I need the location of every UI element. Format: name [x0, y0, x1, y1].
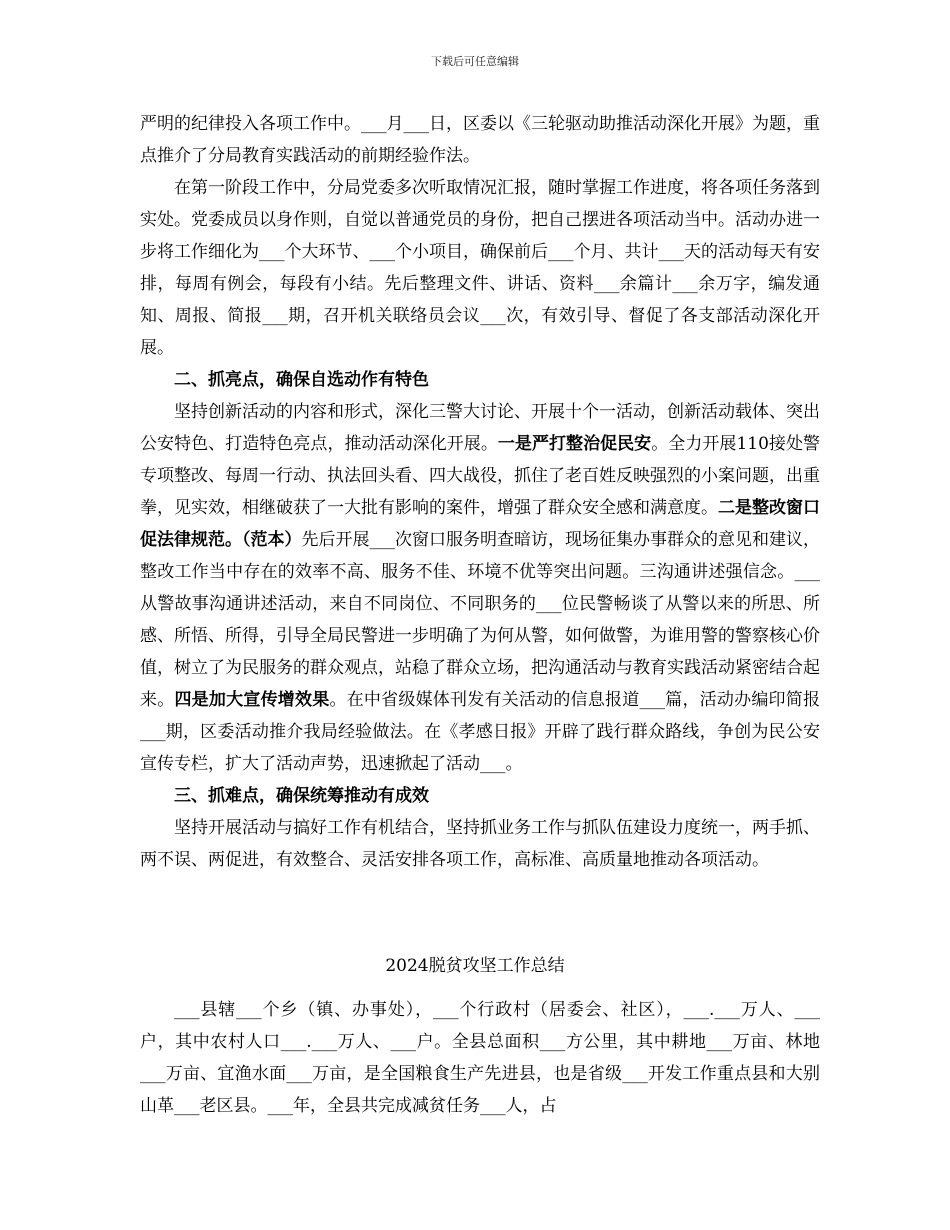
highlight-point-4: 四是加大宣传增效果: [174, 690, 330, 710]
highlights-intro: 坚持创新活动的内容和形式，深化三警大讨论、开展十个一活动，创新活动载体、突出公安特色、打造特色亮点，推动活动深化开展。: [140, 402, 820, 454]
paragraph-highlights: [140, 396, 820, 780]
document-body: [140, 108, 820, 876]
page-header-note: 下载后可任意编辑: [431, 55, 519, 68]
section-heading-highlights: 二、抓亮点，确保自选动作有特色: [174, 370, 429, 390]
highlight-point-1-text: 。全力开展110接处警专项整改、每周一行动、执法回头看、四大战役，抓住了老百姓反映强烈的小案问题，出重拳，见实效，相继破获了一大批有影响的案件，增强了群众安全感和满意度。: [140, 434, 821, 518]
second-document-body: [140, 994, 820, 1122]
paragraph-county-overview: ___县辖___个乡（镇、办事处），___个行政村（居委会、社区），___.___万人、___户，其中农村人口___.___万人、___户。全县总面积___方公里，其中耕地___万亩、林地___万亩、宜渔水面___万亩，是全国粮食生产先进县，也是省级___开发工作重点县和大别山革___老区县。___年，全县共完成减贫任务___人，占: [140, 1000, 820, 1116]
paragraph-first-stage: 在第一阶段工作中，分局党委多次听取情况汇报，随时掌握工作进度，将各项任务落到实处。党委成员以身作则，自觉以普通党员的身份，把自己摆进各项活动当中。活动办进一步将工作细化为___个大环节、___个小项目，确保前后___个月、共计___天的活动每天有安排，每周有例会，每段有小结。先后整理文件、讲话、资料___余篇计___余万字，编发通知、周报、简报___期，召开机关联络员会议___次，有效引导、督促了各支部活动深化开展。: [140, 178, 820, 358]
paragraph-difficulties: 坚持开展活动与搞好工作有机结合，坚持抓业务工作与抓队伍建设力度统一，两手抓、两不误、两促进，有效整合、灵活安排各项工作，高标准、高质量地推动各项活动。: [140, 818, 820, 870]
highlight-point-2-text: 先后开展___次窗口服务明查暗访，现场征集办事群众的意见和建议，整改工作当中存在的效率不高、服务不佳、环境不优等突出问题。三沟通讲述强信念。___从警故事沟通讲述活动，来自不同岗位、不同职务的___位民警畅谈了从警以来的所思、所感、所悟、所得，引导全局民警进一步明确了为何从警，如何做警，为谁用警的警察核心价值，树立了为民服务的群众观点，站稳了群众立场，把沟通活动与教育实践活动紧密结合起来。: [140, 530, 820, 710]
section-heading-difficulties: 三、抓难点，确保统筹推动有成效: [174, 786, 429, 806]
highlight-point-2: 二是整改窗口促法律规范。（范本）: [140, 498, 820, 550]
second-document-title: 2024脱贫攻坚工作总结: [385, 956, 565, 976]
paragraph-continuation: 严明的纪律投入各项工作中。___月___日，区委以《三轮驱动助推活动深化开展》为题，重点推介了分局教育实践活动的前期经验作法。: [140, 114, 820, 166]
highlight-point-1: 一是严打整治促民安: [497, 434, 652, 454]
highlight-point-4-text: 。在中省级媒体刊发有关活动的信息报道___篇，活动办编印简报___期，区委活动推介我局经验做法。在《孝感日报》开辟了践行群众路线，争创为民公安宣传专栏，扩大了活动声势，迅速掀起了活动___。: [140, 690, 821, 774]
